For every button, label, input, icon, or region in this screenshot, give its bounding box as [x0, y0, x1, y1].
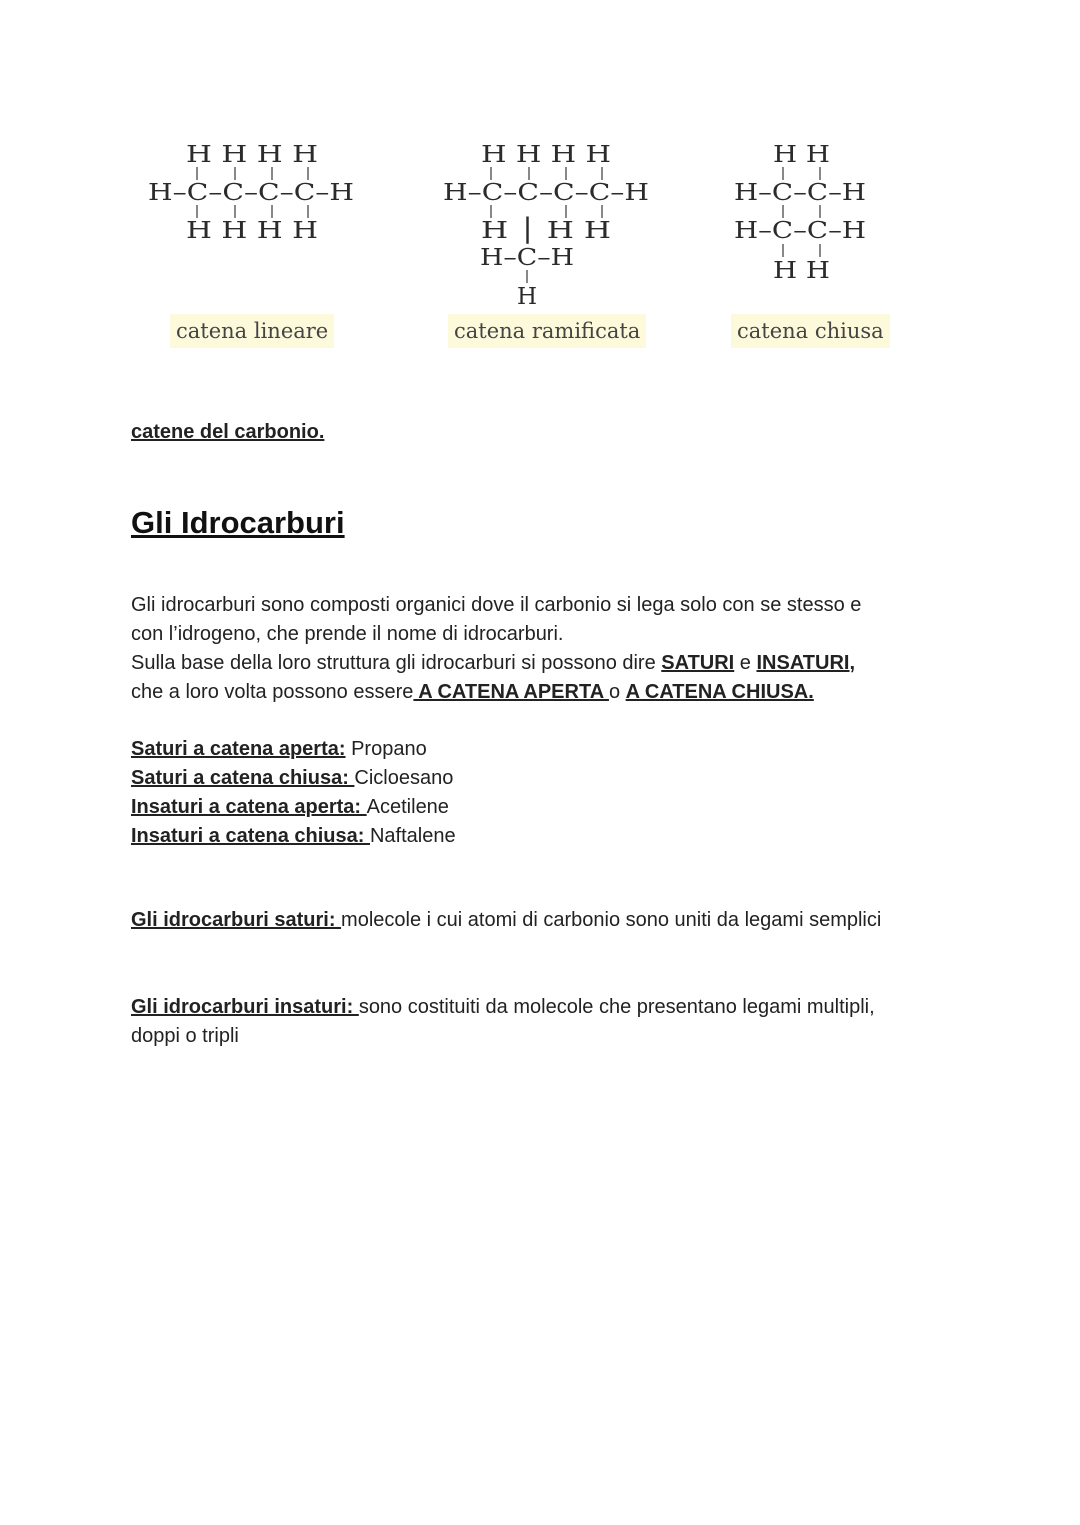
- intro-line-1: Gli idrocarburi sono composti organici dove il carbonio si lega solo con se stesso e: [131, 594, 862, 616]
- example-insaturi-aperta: [131, 793, 961, 822]
- intro-line-2: con l’idrogeno, che prende il nome di idrocarburi.: [131, 623, 564, 645]
- example-value: Naftalene: [369, 825, 456, 847]
- linear-chain-formula: [148, 142, 354, 244]
- intro-line-4-text: che a loro volta possono essere: [131, 681, 414, 703]
- linear-bottom-hydrogens: H H H H: [186, 218, 318, 244]
- branched-row3: H │ H H: [481, 218, 577, 244]
- carbon-chains-figure: [0, 0, 1080, 360]
- branched-carbon-chain: H–C–C–C–C–H: [443, 180, 649, 206]
- closed-chain-formula: [734, 142, 866, 284]
- closed-row2: H–C–C–H: [734, 218, 866, 244]
- intro-line-4: [131, 678, 961, 707]
- example-label: Saturi a catena aperta:: [131, 738, 346, 760]
- saturi-definition: [131, 906, 961, 935]
- keyword-catena-chiusa: A CATENA CHIUSA.: [625, 681, 814, 703]
- insaturi-definition-line-2: doppi o tripli: [131, 1025, 239, 1047]
- example-saturi-chiusa: [131, 764, 961, 793]
- closed-top-hydrogens: H H: [773, 142, 830, 168]
- intro-line-3: [131, 649, 961, 678]
- intro-conjunction: e: [734, 652, 757, 674]
- insaturi-definition-line-1: [131, 993, 961, 1022]
- saturi-definition-line: [131, 906, 961, 935]
- keyword-insaturi: INSATURI,: [756, 652, 856, 674]
- keyword-saturi: SATURI: [661, 652, 735, 674]
- branched-side-group: H–C–H: [480, 245, 574, 271]
- example-value: Cicloesano: [354, 767, 454, 789]
- closed-row1: H–C–C–H: [734, 180, 866, 206]
- example-insaturi-chiusa: [131, 822, 961, 851]
- example-label: Insaturi a catena chiusa:: [131, 825, 370, 847]
- insaturi-definition-text: sono costituiti da molecole che presentano legami multipli,: [358, 996, 875, 1018]
- linear-carbon-chain: H–C–C–C–C–H: [148, 180, 354, 206]
- closed-bottom-hydrogens: H H: [773, 258, 830, 284]
- insaturi-definition-label: Gli idrocarburi insaturi:: [131, 996, 359, 1018]
- intro-line-3-text: Sulla base della loro struttura gli idrocarburi si possono dire: [131, 652, 662, 674]
- caption-catena-chiusa: catena chiusa: [731, 314, 890, 348]
- insaturi-definition: [131, 993, 961, 1051]
- example-saturi-aperta: [131, 735, 961, 764]
- example-label: Insaturi a catena aperta:: [131, 796, 367, 818]
- saturi-definition-text: molecole i cui atomi di carbonio sono uniti da legami semplici: [341, 909, 882, 931]
- branched-side-hydrogen: H: [517, 284, 538, 310]
- example-value: Acetilene: [366, 796, 449, 818]
- example-label: Saturi a catena chiusa:: [131, 767, 355, 789]
- linear-top-hydrogens: H H H H: [186, 142, 318, 168]
- structural-formulas: [0, 0, 1080, 360]
- keyword-catena-aperta: A CATENA APERTA: [413, 681, 609, 703]
- saturi-definition-label: Gli idrocarburi saturi:: [131, 909, 342, 931]
- intro-or: o: [608, 681, 626, 703]
- example-value: Propano: [345, 738, 427, 760]
- branched-top-hydrogens: H H H H: [481, 142, 611, 168]
- branched-chain-formula: [443, 142, 649, 310]
- section-heading: Gli Idrocarburi: [131, 505, 345, 540]
- examples-list: [131, 735, 961, 851]
- intro-paragraph: [131, 591, 961, 707]
- figure-label: catene del carbonio.: [131, 421, 325, 443]
- caption-catena-lineare: catena lineare: [170, 314, 334, 348]
- caption-catena-ramificata: catena ramificata: [448, 314, 646, 348]
